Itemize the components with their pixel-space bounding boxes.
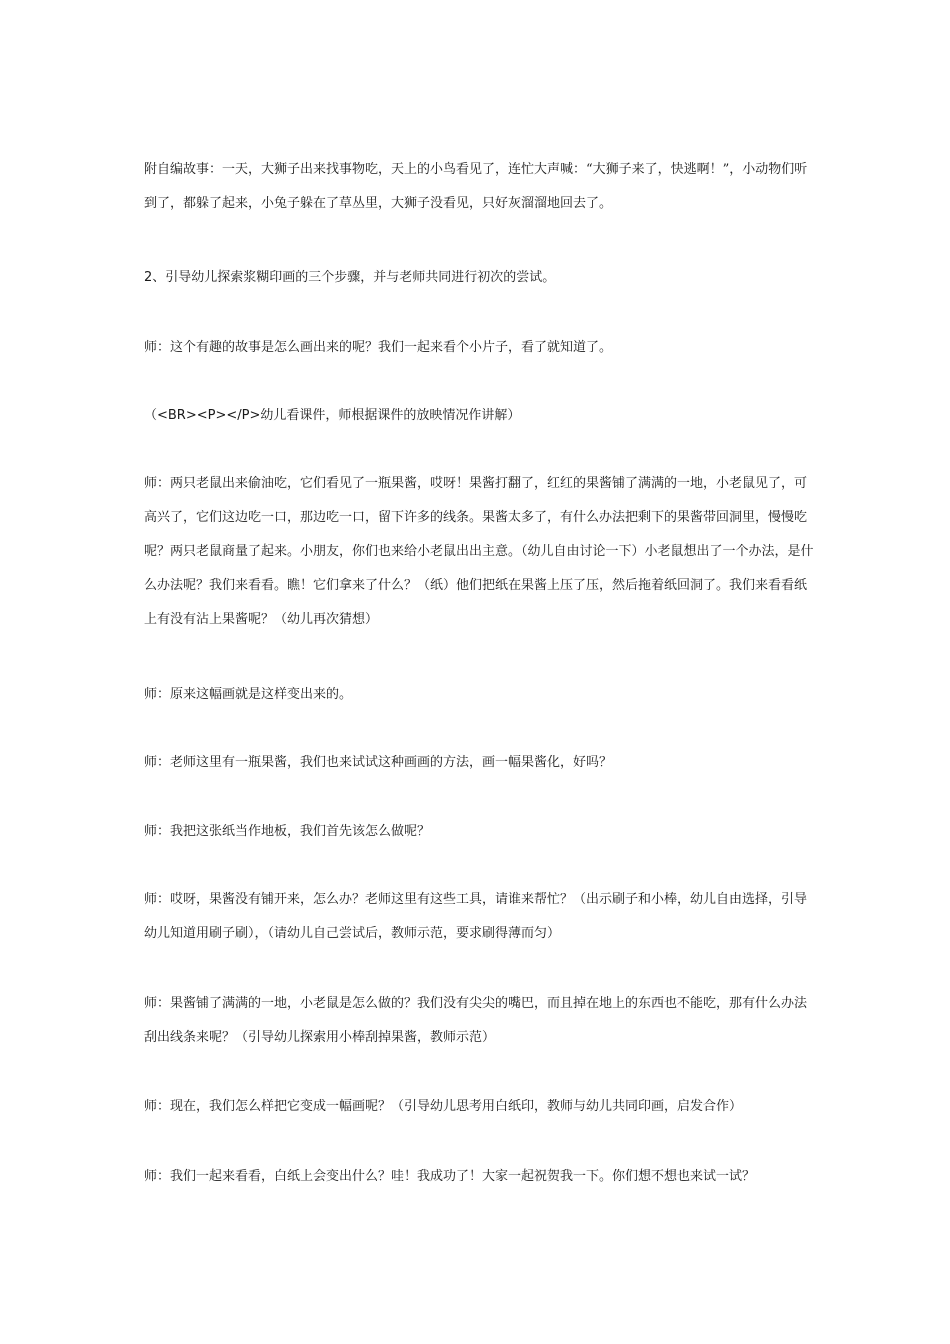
paragraph-teacher-jam: 师：老师这里有一瓶果酱，我们也来试试这种画画的方法，画一幅果酱化，好吗？ bbox=[144, 755, 613, 770]
paragraph-teacher-print: 师：现在，我们怎么样把它变成一幅画呢？（引导幼儿思考用白纸印，教师与幼儿共同印画，启发合作） bbox=[144, 1099, 743, 1114]
paragraph-teacher-lines: 师：果酱铺了满满的一地，小老鼠是怎么做的？我们没有尖尖的嘴巴，而且掉在地上的东西也不能吃，那有什么办法刮出线条来呢？（引导幼儿探索用小棒刮掉果酱，教师示范） bbox=[144, 996, 808, 1045]
paragraph-teacher-tools: 师：哎呀，果酱没有铺开来，怎么办？老师这里有这些工具，请谁来帮忙？（出示刷子和小棒，幼儿自由选择，引导幼儿知道用刷子刷），（请幼儿自己尝试后，教师示范，要求刷得薄而匀） bbox=[144, 892, 808, 941]
paragraph-teacher-intro: 师：这个有趣的故事是怎么画出来的呢？我们一起来看个小片子，看了就知道了。 bbox=[144, 340, 613, 355]
paragraph-courseware-note: （<BR><P></P>幼儿看课件，师根据课件的放映情况作讲解） bbox=[144, 408, 521, 423]
paragraph-teacher-floor: 师：我把这张纸当作地板，我们首先该怎么做呢？ bbox=[144, 824, 431, 839]
paragraph-step-2-heading: 2、引导幼儿探索浆糊印画的三个步骤，并与老师共同进行初次的尝试。 bbox=[144, 270, 556, 285]
paragraph-mouse-story: 师：两只老鼠出来偷油吃，它们看见了一瓶果酱，哎呀！果酱打翻了，红红的果酱铺了满满的一地，小老鼠见了，可高兴了，它们这边吃一口，那边吃一口，留下许多的线条。果酱太多了，有什么办法把剩下的果酱带回洞里，慢慢吃呢？两只老鼠商量了起来。小朋友，你们也来给小老鼠出出主意。（幼儿自由讨论一下）小老鼠想出了一个办法，是什么办法呢？我们来看看。瞧！它们拿来了什么？（纸）他们把纸在果酱上压了压，然后拖着纸回洞了。我们来看看纸上有没有沾上果酱呢？（幼儿再次猜想） bbox=[144, 476, 814, 627]
paragraph-teacher-reveal: 师：原来这幅画就是这样变出来的。 bbox=[144, 687, 353, 702]
paragraph-teacher-result: 师：我们一起来看看，白纸上会变出什么？哇！我成功了！大家一起祝贺我一下。你们想不想也来试一试？ bbox=[144, 1169, 756, 1184]
paragraph-story-appendix: 附自编故事：一天，大狮子出来找事物吃，天上的小鸟看见了，连忙大声喊：“大狮子来了，快逃啊！”，小动物们听到了，都躲了起来，小兔子躲在了草丛里，大狮子没看见，只好灰溜溜地回去了。 bbox=[144, 162, 808, 211]
